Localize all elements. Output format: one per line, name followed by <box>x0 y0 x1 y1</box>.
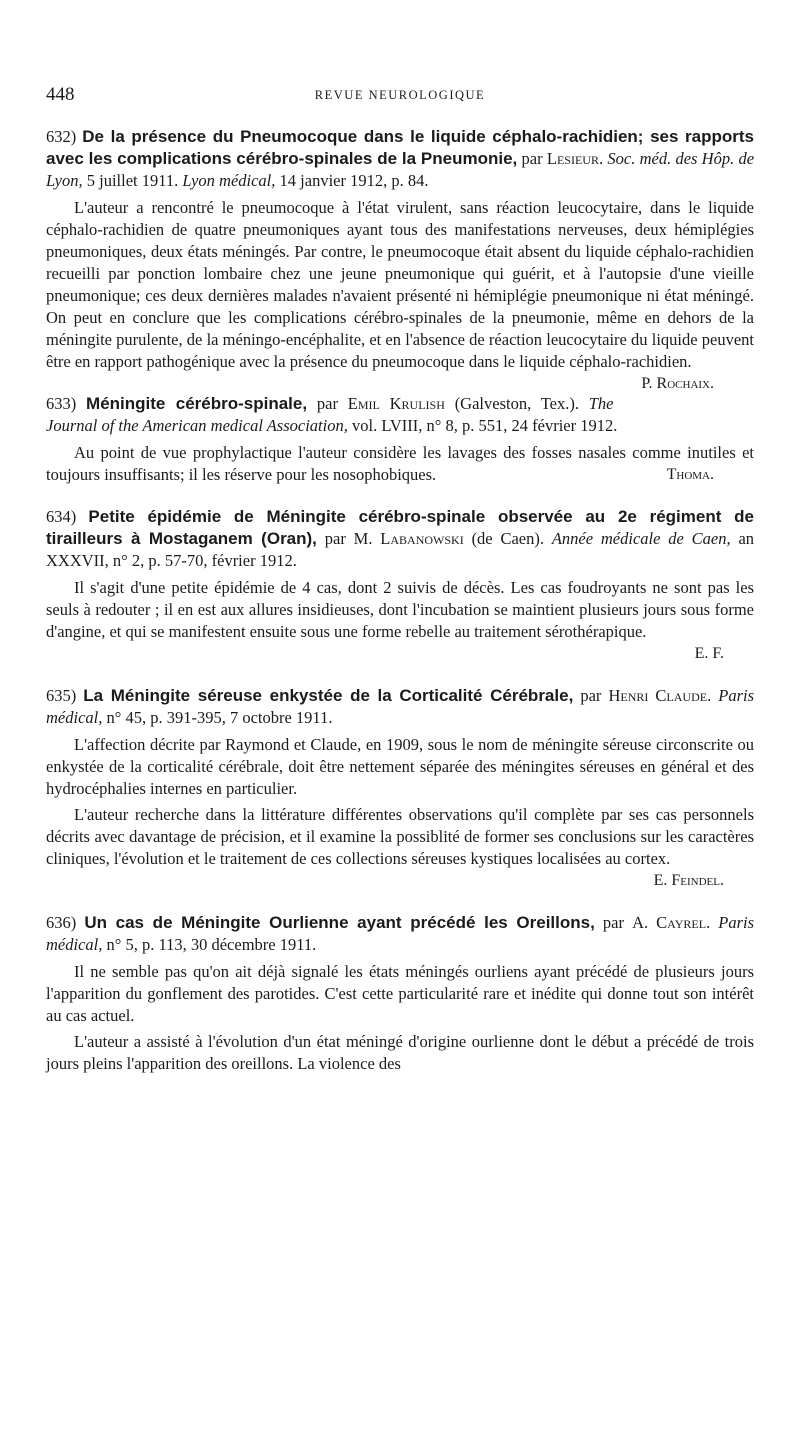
page-content <box>46 126 754 1095</box>
entry-signature: Thoma. <box>666 466 714 483</box>
entry-title: Petite épidémie de Méningite cérébro-spinale observée au 2e régiment de tirailleurs à Mostaganem (Oran), <box>46 507 754 548</box>
entry-author: Henri Claude. <box>608 686 712 705</box>
entry-title: Méningite cérébro-spinale, <box>86 394 308 413</box>
entry-author: A. Cayrel. <box>632 913 711 932</box>
paragraph-text: L'auteur a rencontré le pneumocoque à l'état virulent, sans réaction leucocytaire, dans le liquide céphalo-rachidien de quatre pneumoniques ayant tous des manifestations nerveuses, deux hémiplégies pneumoniques, deux états méningés. Par contre, le pneumocoque était absent du liquide céphalo-rachidien recueilli par ponction lombaire chez une jeune pneumonique qui guérit, et à l'autopsie d'une vieille pneumonique; ces deux dernières malades n'avaient présenté ni hémiplégie pneumonique ni état méningé. On peut en conclure que les complications cérébro-spinales de la pneumonie, même en dehors de la méningite purulente, de la méningo-encéphalite, et en l'absence de réaction leucocytaire du liquide peuvent être en rapport pathogénique avec la présence du pneumocoque dans le liquide céphalo-rachidien. <box>46 198 754 371</box>
entry-636 <box>46 912 754 1075</box>
entry-paragraph: Il s'agit d'une petite épidémie de 4 cas, dont 2 suivis de décès. Les cas foudroyants ne sont pas les seuls à redouter ; il en est aux allures insidieuses, dont l'incubation se maintient plusieurs jours sous forme d'angine, et qui se manifestent ensuite sous une forme rebelle au traitement sérothérapique. <box>46 578 754 641</box>
entry-journal: The Journal of the American medical Association, <box>46 394 614 435</box>
entry-number: 634) <box>46 507 77 526</box>
entry-634 <box>46 506 754 665</box>
entry-heading <box>46 685 754 729</box>
entry-number: 635) <box>46 686 77 705</box>
entry-journal: Paris médical, <box>46 686 755 727</box>
entry-by: par M. <box>324 529 373 548</box>
entry-reference-2: an XXXVII, n° 2, p. 57-70, février 1912. <box>46 529 755 570</box>
entry-heading <box>46 506 754 572</box>
entry-signature: E. Feindel. <box>653 872 724 889</box>
entry-paragraph <box>46 197 754 392</box>
entry-reference-2: 14 janvier 1912, p. 84. <box>279 171 429 190</box>
entry-number: 633) <box>46 394 77 413</box>
entry-author: Labanowski <box>380 529 464 548</box>
entry-reference: (de Caen). <box>471 529 544 548</box>
entry-journal: Année médicale de Caen, <box>551 529 731 548</box>
page-header <box>46 84 754 108</box>
entry-author: Emil Krulish <box>347 394 445 413</box>
entry-632 <box>46 126 755 392</box>
entry-paragraph: Il ne semble pas qu'on ait déjà signalé les états méningés ourliens ayant précédé de plusieurs jours l'apparition du gonflement des parotides. C'est cette particularité rare et inédite qui donne tout son intérêt au cas actuel. <box>46 962 754 1025</box>
paragraph-text: Au point de vue prophylactique l'auteur considère les lavages des fosses nasales comme inutiles et toujours insuffisants; il les réserve pour les nosophobiques. <box>46 443 754 484</box>
entry-by: par <box>580 686 602 705</box>
entry-reference-2: vol. LVIII, n° 8, p. 551, 24 février 1912. <box>351 416 618 435</box>
entry-paragraph <box>46 442 754 486</box>
entry-by: par <box>521 149 543 168</box>
running-title: REVUE NEUROLOGIQUE <box>314 88 486 102</box>
entry-heading <box>46 393 754 437</box>
entry-author: Lesieur. <box>546 149 604 168</box>
entry-journal: Soc. méd. des Hôp. de Lyon, <box>46 149 755 190</box>
entry-reference: n° 5, p. 113, 30 décembre 1911. <box>106 935 317 954</box>
entry-paragraph: L'auteur recherche dans la littérature différentes observations qu'il complète par ses cas personnels décrits avec davantage de précision, et il examine la possiblité de former ses conclusions sur les caractères cliniques, l'évolution et le traitement de ces collections séreuses kystiques localisées au cortex. <box>46 805 754 868</box>
entry-paragraph: L'auteur a assisté à l'évolution d'un état méningé d'origine ourlienne dont le début a précédé de trois jours pleins l'apparition des oreillons. La violence des <box>46 1032 754 1073</box>
entry-signature: P. Rochaix. <box>641 375 714 392</box>
entry-by: par <box>602 913 624 932</box>
entry-reference: (Galveston, Tex.). <box>454 394 579 413</box>
entry-heading <box>46 126 754 192</box>
entry-title: De la présence du Pneumocoque dans le liquide céphalo-rachidien; ses rapports avec les complications cérébro-spinales de la Pneumonie, <box>46 127 754 168</box>
entry-journal-2: Lyon médical, <box>182 171 276 190</box>
entry-heading <box>46 912 754 956</box>
entry-635 <box>46 685 754 892</box>
entry-title: La Méningite séreuse enkystée de la Corticalité Cérébrale, <box>83 686 574 705</box>
page-number: 448 <box>46 84 75 105</box>
entry-reference: n° 45, p. 391-395, 7 octobre 1911. <box>106 708 333 727</box>
entry-title: Un cas de Méningite Ourlienne ayant précédé les Oreillons, <box>84 913 595 932</box>
entry-by: par <box>316 394 338 413</box>
entry-number: 636) <box>46 913 77 932</box>
entry-reference: 5 juillet 1911. <box>86 171 179 190</box>
entry-journal: Paris médical, <box>46 913 755 954</box>
entry-paragraph: L'affection décrite par Raymond et Claude, en 1909, sous le nom de méningite séreuse circonscrite ou enkystée de la corticalité cérébrale, doit être nettement séparée des méningites séreuses en général et des hydrocéphalies internes en particulier. <box>46 735 754 798</box>
entry-633 <box>46 393 754 486</box>
entry-number: 632) <box>46 127 77 146</box>
entry-signature: E. F. <box>694 645 724 662</box>
